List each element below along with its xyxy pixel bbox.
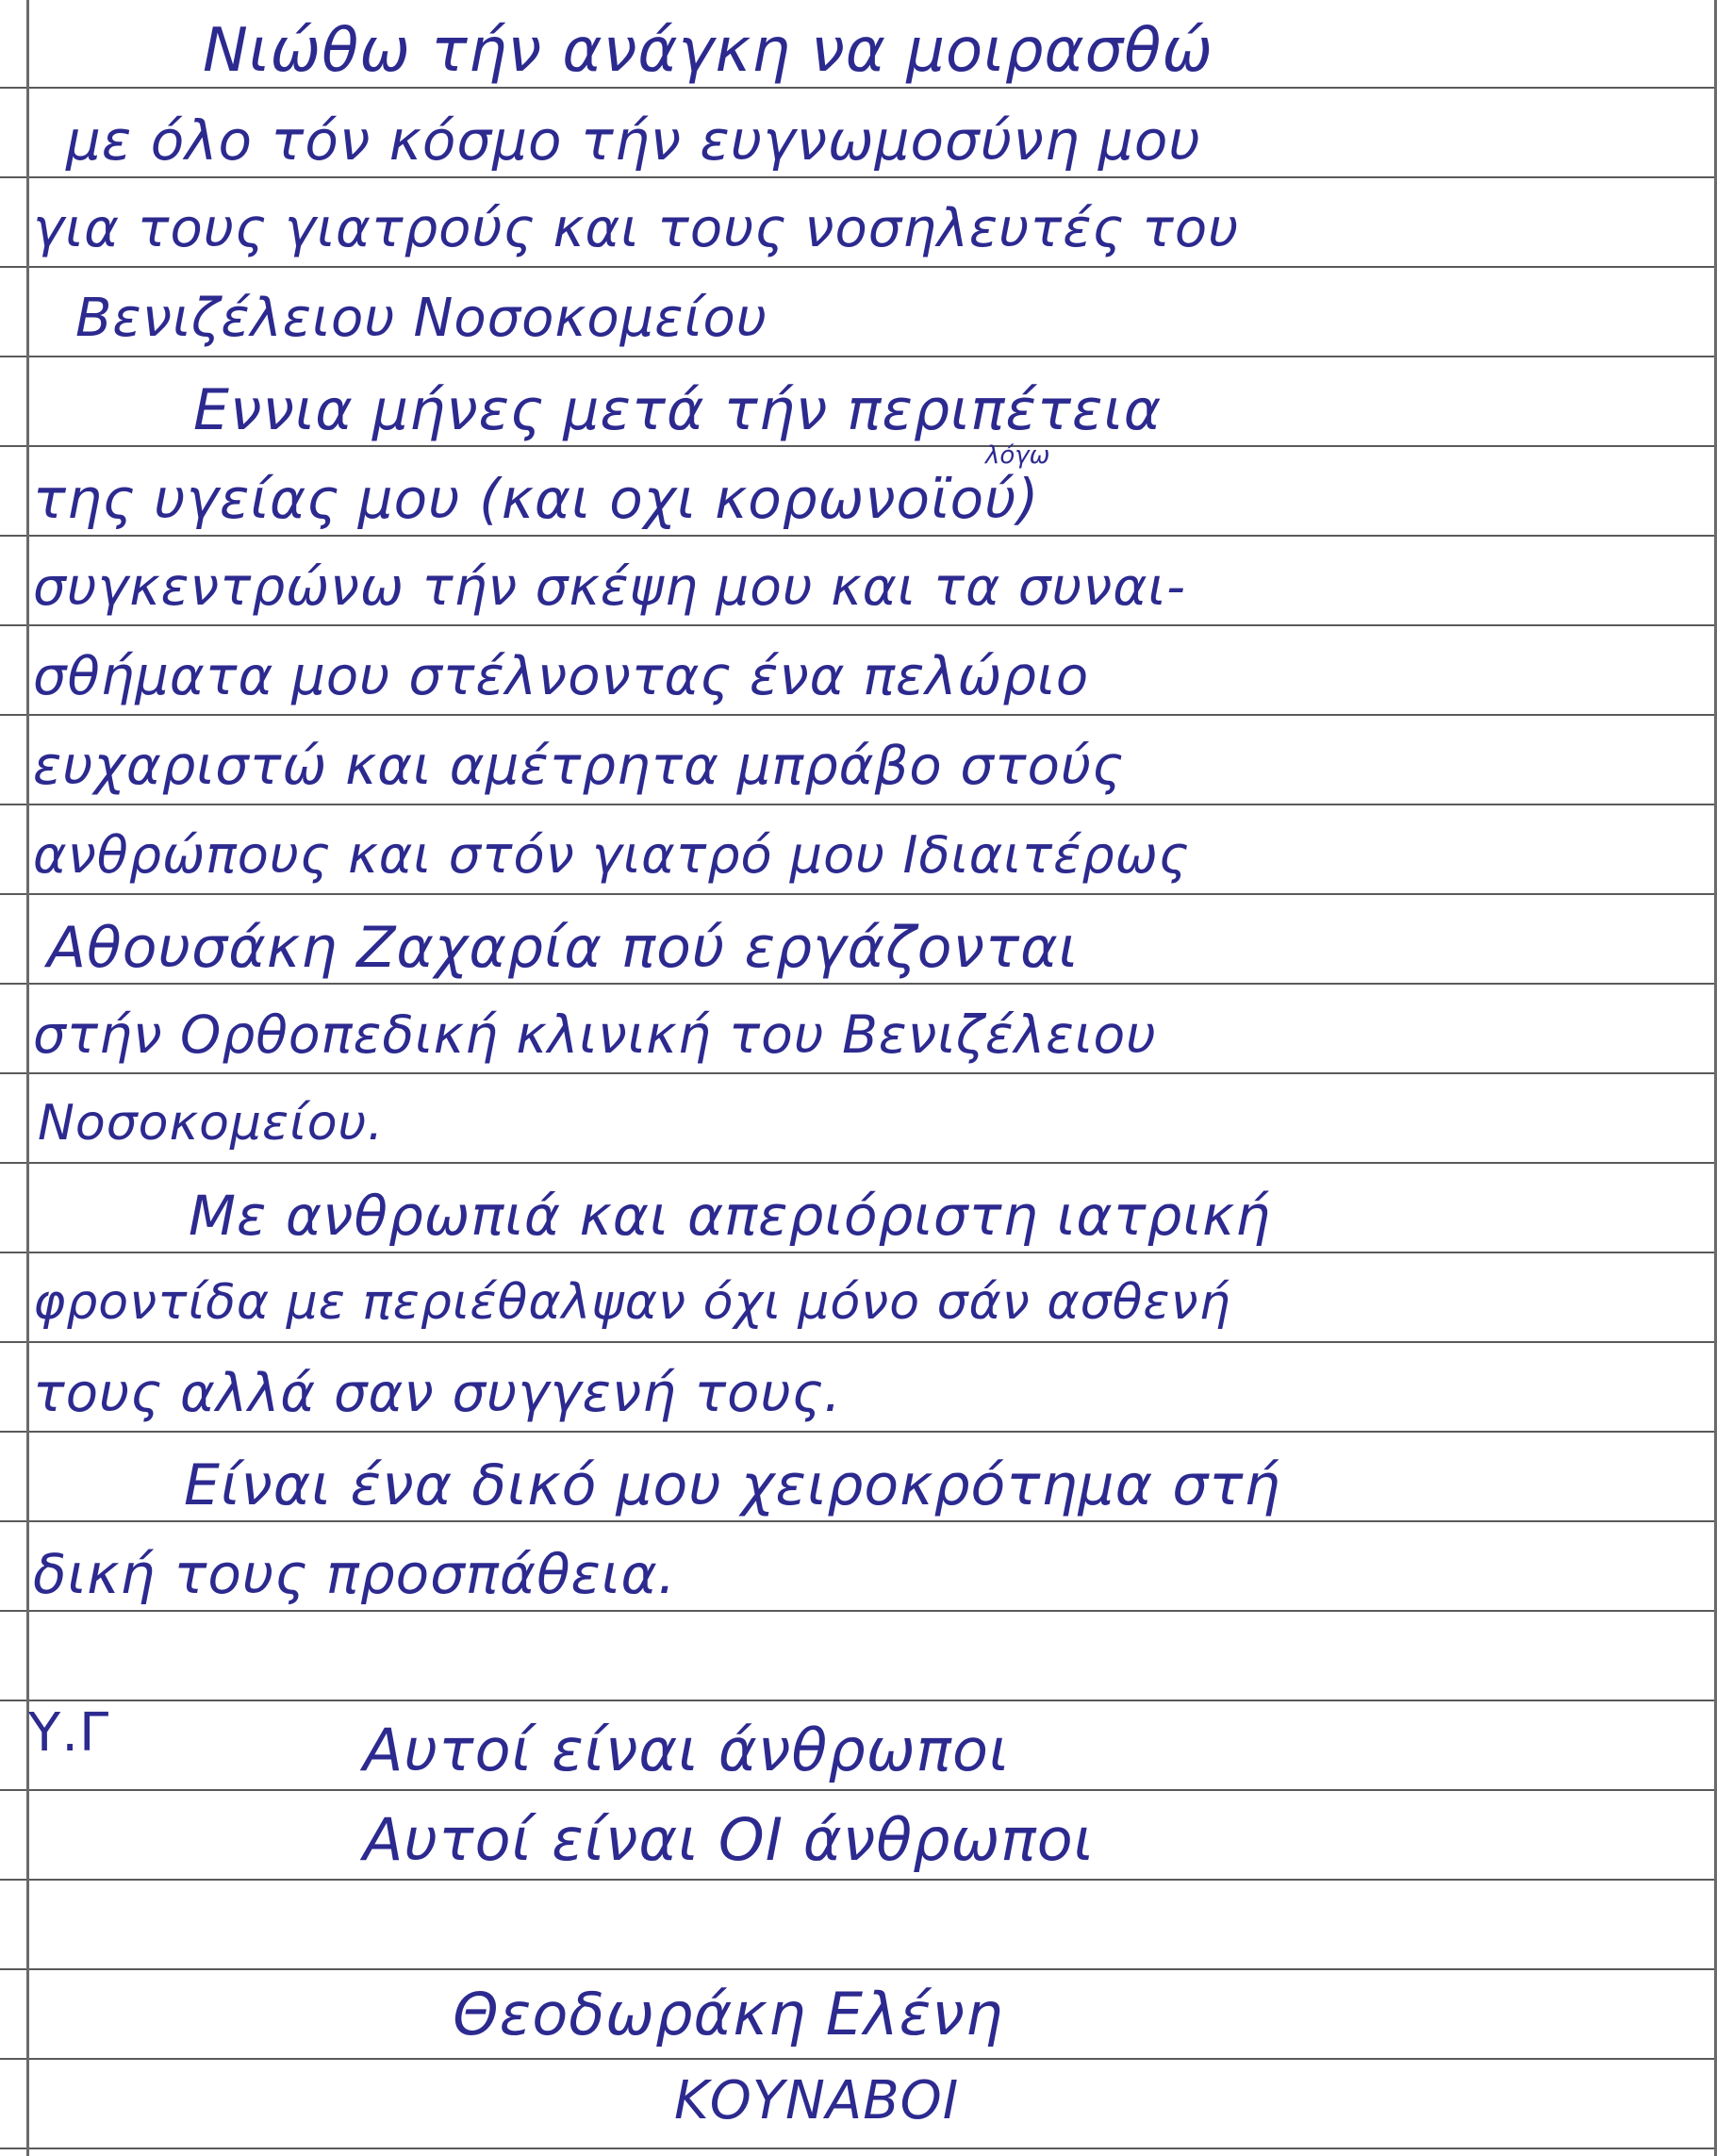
letter-line-14: Με ανθρωπιά και απεριόριστη ιατρική — [189, 1184, 1271, 1248]
letter-line-13: Νοσοκομείου. — [38, 1095, 385, 1152]
signature-name: Θεοδωράκη Ελένη — [453, 1980, 1004, 2048]
letter-line-6: της υγείας μου (και οχι κορωνοϊού) — [33, 467, 1040, 531]
letter-line-17: Είναι ένα δικό μου χειροκρότημα στή — [184, 1452, 1281, 1518]
letter-line-18: δική τους προσπάθεια. — [33, 1542, 677, 1606]
letter-line-2: με όλο τόν κόσμο τήν ευγνωμοσύνη μου — [66, 108, 1201, 173]
ps-label: Υ.Γ — [28, 1702, 110, 1764]
letter-line-15: φροντίδα με περιέθαλψαν όχι μόνο σάν ασθενή — [33, 1274, 1231, 1331]
letter-line-11: Αθουσάκη Ζαχαρία πού εργάζονται — [47, 915, 1079, 981]
signature-place: ΚΟΥΝΑΒΟΙ — [674, 2070, 960, 2131]
letter-line-10: ανθρώπους και στόν γιατρό μου Ιδιαιτέρως — [33, 825, 1190, 885]
letter-line-8: σθήματα μου στέλνοντας ένα πελώριο — [33, 646, 1090, 707]
letter-line-1: Νιώθω τήν ανάγκη να μοιρασθώ — [203, 16, 1213, 86]
letter-line-5: Εννια μήνες μετά τήν περιπέτεια — [193, 377, 1163, 443]
ps-line-2: Αυτοί είναι ΟΙ άνθρωποι — [363, 1805, 1095, 1874]
right-margin-rule — [1714, 0, 1717, 2156]
inserted-word: λόγω — [985, 441, 1050, 470]
letter-line-7: συγκεντρώνω τήν σκέψη μου και τα συναι- — [33, 556, 1186, 617]
letter-line-3: για τους γιατρούς και τους νοσηλευτές του — [33, 198, 1240, 259]
ps-line-1: Αυτοί είναι άνθρωποι — [363, 1716, 1010, 1784]
left-margin-rule — [26, 0, 29, 2156]
letter-line-9: ευχαριστώ και αμέτρητα μπράβο στούς — [33, 736, 1125, 797]
letter-line-12: στήν Ορθοπεδική κλινική του Βενιζέλειου — [33, 1004, 1157, 1065]
letter-line-4: Βενιζέλειου Νοσοκομείου — [75, 288, 768, 349]
letter-line-16: τους αλλά σαν συγγενή τους. — [33, 1363, 842, 1424]
